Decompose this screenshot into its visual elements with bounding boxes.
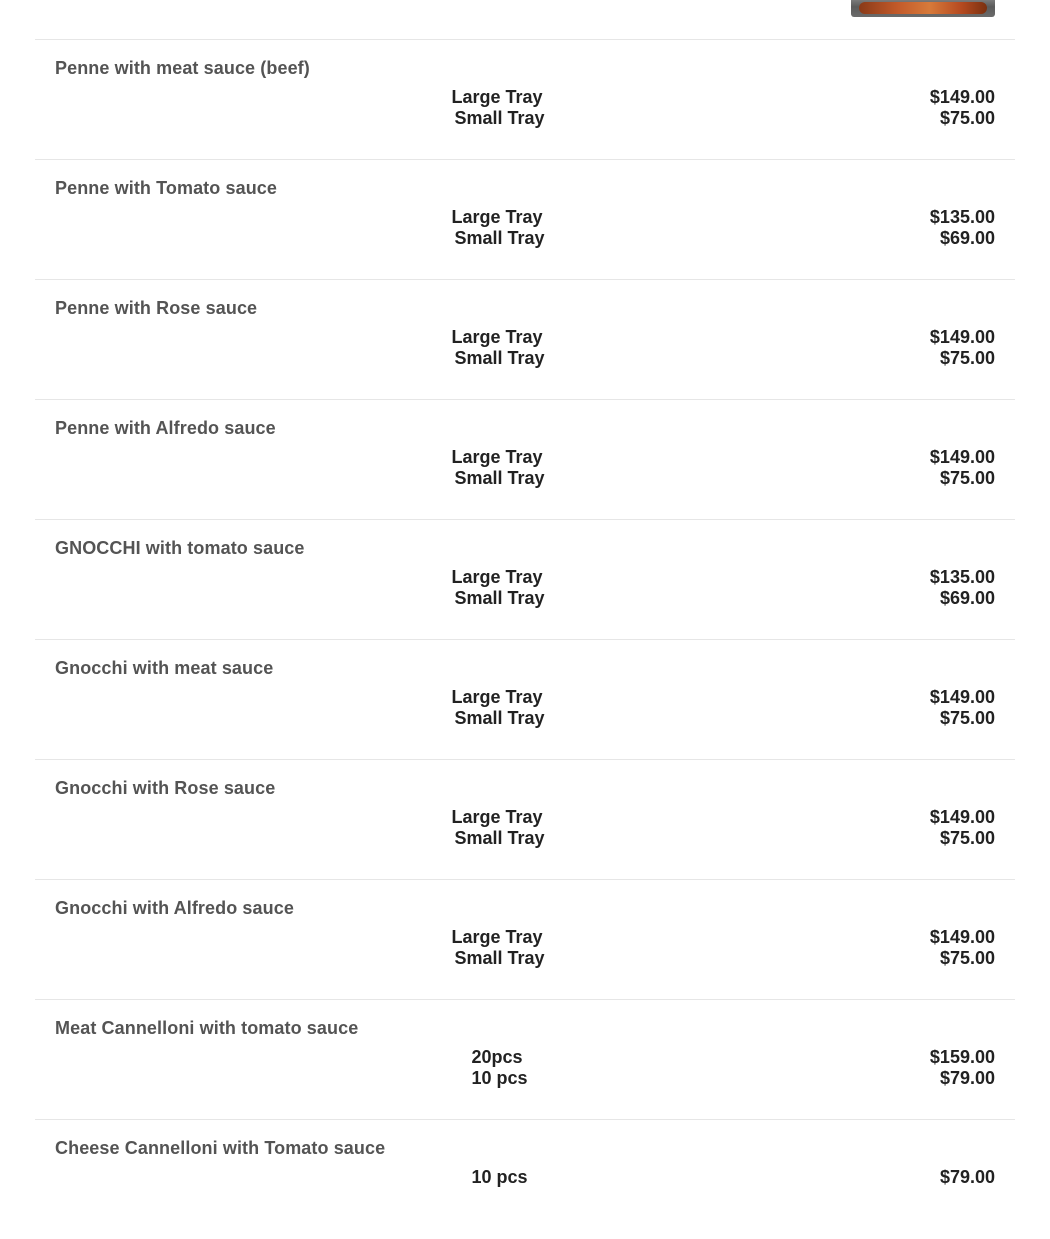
menu-item-option[interactable]: [35, 1047, 1015, 1068]
menu-item-option[interactable]: [35, 588, 1015, 609]
option-size-label: 10 pcs: [466, 1068, 528, 1088]
menu-item-option[interactable]: [35, 327, 1015, 348]
option-price: $79.00: [939, 1068, 995, 1088]
menu-item-option[interactable]: [35, 828, 1015, 849]
menu-item-name[interactable]: Gnocchi with Rose sauce: [55, 778, 276, 798]
option-size-label: Large Tray: [451, 807, 543, 827]
option-price: $79.00: [939, 1167, 995, 1187]
menu-item[interactable]: [35, 280, 1015, 400]
option-price: $69.00: [939, 588, 995, 608]
menu-item-name[interactable]: Cheese Cannelloni with Tomato sauce: [55, 1138, 386, 1158]
menu-item-name[interactable]: Meat Cannelloni with tomato sauce: [55, 1018, 359, 1038]
option-size-label: Large Tray: [451, 207, 543, 227]
menu-item-option[interactable]: [35, 447, 1015, 468]
menu-item-name[interactable]: Penne with Tomato sauce: [55, 178, 278, 198]
option-price: $75.00: [939, 828, 995, 848]
previous-item-photo[interactable]: [851, 0, 995, 17]
option-size-label: Small Tray: [449, 708, 545, 728]
menu-item[interactable]: [35, 1120, 1015, 1239]
menu-item[interactable]: [35, 160, 1015, 280]
option-price: $149.00: [929, 927, 995, 947]
option-price: $75.00: [939, 708, 995, 728]
menu-item[interactable]: [35, 640, 1015, 760]
option-size-label: Large Tray: [451, 687, 543, 707]
menu-item[interactable]: [35, 40, 1015, 160]
option-size-label: Small Tray: [449, 228, 545, 248]
menu-item-option[interactable]: [35, 108, 1015, 129]
option-size-label: Small Tray: [449, 468, 545, 488]
menu-item-name[interactable]: Gnocchi with meat sauce: [55, 658, 274, 678]
option-size-label: Small Tray: [449, 348, 545, 368]
menu-list: [35, 40, 1015, 1239]
menu-item-option[interactable]: [35, 1068, 1015, 1089]
menu-item[interactable]: [35, 1000, 1015, 1120]
menu-item-option[interactable]: [35, 567, 1015, 588]
menu-item[interactable]: [35, 520, 1015, 640]
menu-item-name[interactable]: Penne with Alfredo sauce: [55, 418, 276, 438]
menu-item-name[interactable]: GNOCCHI with tomato sauce: [55, 538, 305, 558]
option-size-label: Small Tray: [449, 828, 545, 848]
option-price: $149.00: [929, 687, 995, 707]
option-price: $135.00: [929, 207, 995, 227]
option-size-label: Large Tray: [451, 327, 543, 347]
menu-item-name[interactable]: Penne with meat sauce (beef): [55, 58, 310, 78]
menu-item-option[interactable]: [35, 87, 1015, 108]
option-size-label: 20pcs: [471, 1047, 523, 1067]
option-price: $159.00: [929, 1047, 995, 1067]
option-price: $69.00: [939, 228, 995, 248]
menu-item-option[interactable]: [35, 228, 1015, 249]
option-price: $149.00: [929, 447, 995, 467]
option-price: $75.00: [939, 108, 995, 128]
option-size-label: Large Tray: [451, 567, 543, 587]
option-price: $75.00: [939, 348, 995, 368]
option-price: $75.00: [939, 948, 995, 968]
menu-item[interactable]: [35, 400, 1015, 520]
option-price: $149.00: [929, 807, 995, 827]
menu-item-option[interactable]: [35, 1167, 1015, 1188]
menu-item-option[interactable]: [35, 348, 1015, 369]
option-price: $149.00: [929, 327, 995, 347]
previous-item-footer: [35, 0, 1015, 40]
option-size-label: Small Tray: [449, 948, 545, 968]
menu-item-option[interactable]: [35, 687, 1015, 708]
menu-item-option[interactable]: [35, 468, 1015, 489]
menu-item-option[interactable]: [35, 708, 1015, 729]
menu-item-option[interactable]: [35, 807, 1015, 828]
option-size-label: Large Tray: [451, 927, 543, 947]
option-size-label: Small Tray: [449, 108, 545, 128]
menu-item-option[interactable]: [35, 948, 1015, 969]
menu-item[interactable]: [35, 880, 1015, 1000]
option-price: $149.00: [929, 87, 995, 107]
option-size-label: Large Tray: [451, 447, 543, 467]
menu-item-option[interactable]: [35, 207, 1015, 228]
menu-item[interactable]: [35, 760, 1015, 880]
menu-item-name[interactable]: Gnocchi with Alfredo sauce: [55, 898, 294, 918]
option-size-label: Large Tray: [451, 87, 543, 107]
menu-item-option[interactable]: [35, 927, 1015, 948]
option-price: $135.00: [929, 567, 995, 587]
option-size-label: 10 pcs: [466, 1167, 528, 1187]
option-price: $75.00: [939, 468, 995, 488]
menu-item-name[interactable]: Penne with Rose sauce: [55, 298, 258, 318]
option-size-label: Small Tray: [449, 588, 545, 608]
